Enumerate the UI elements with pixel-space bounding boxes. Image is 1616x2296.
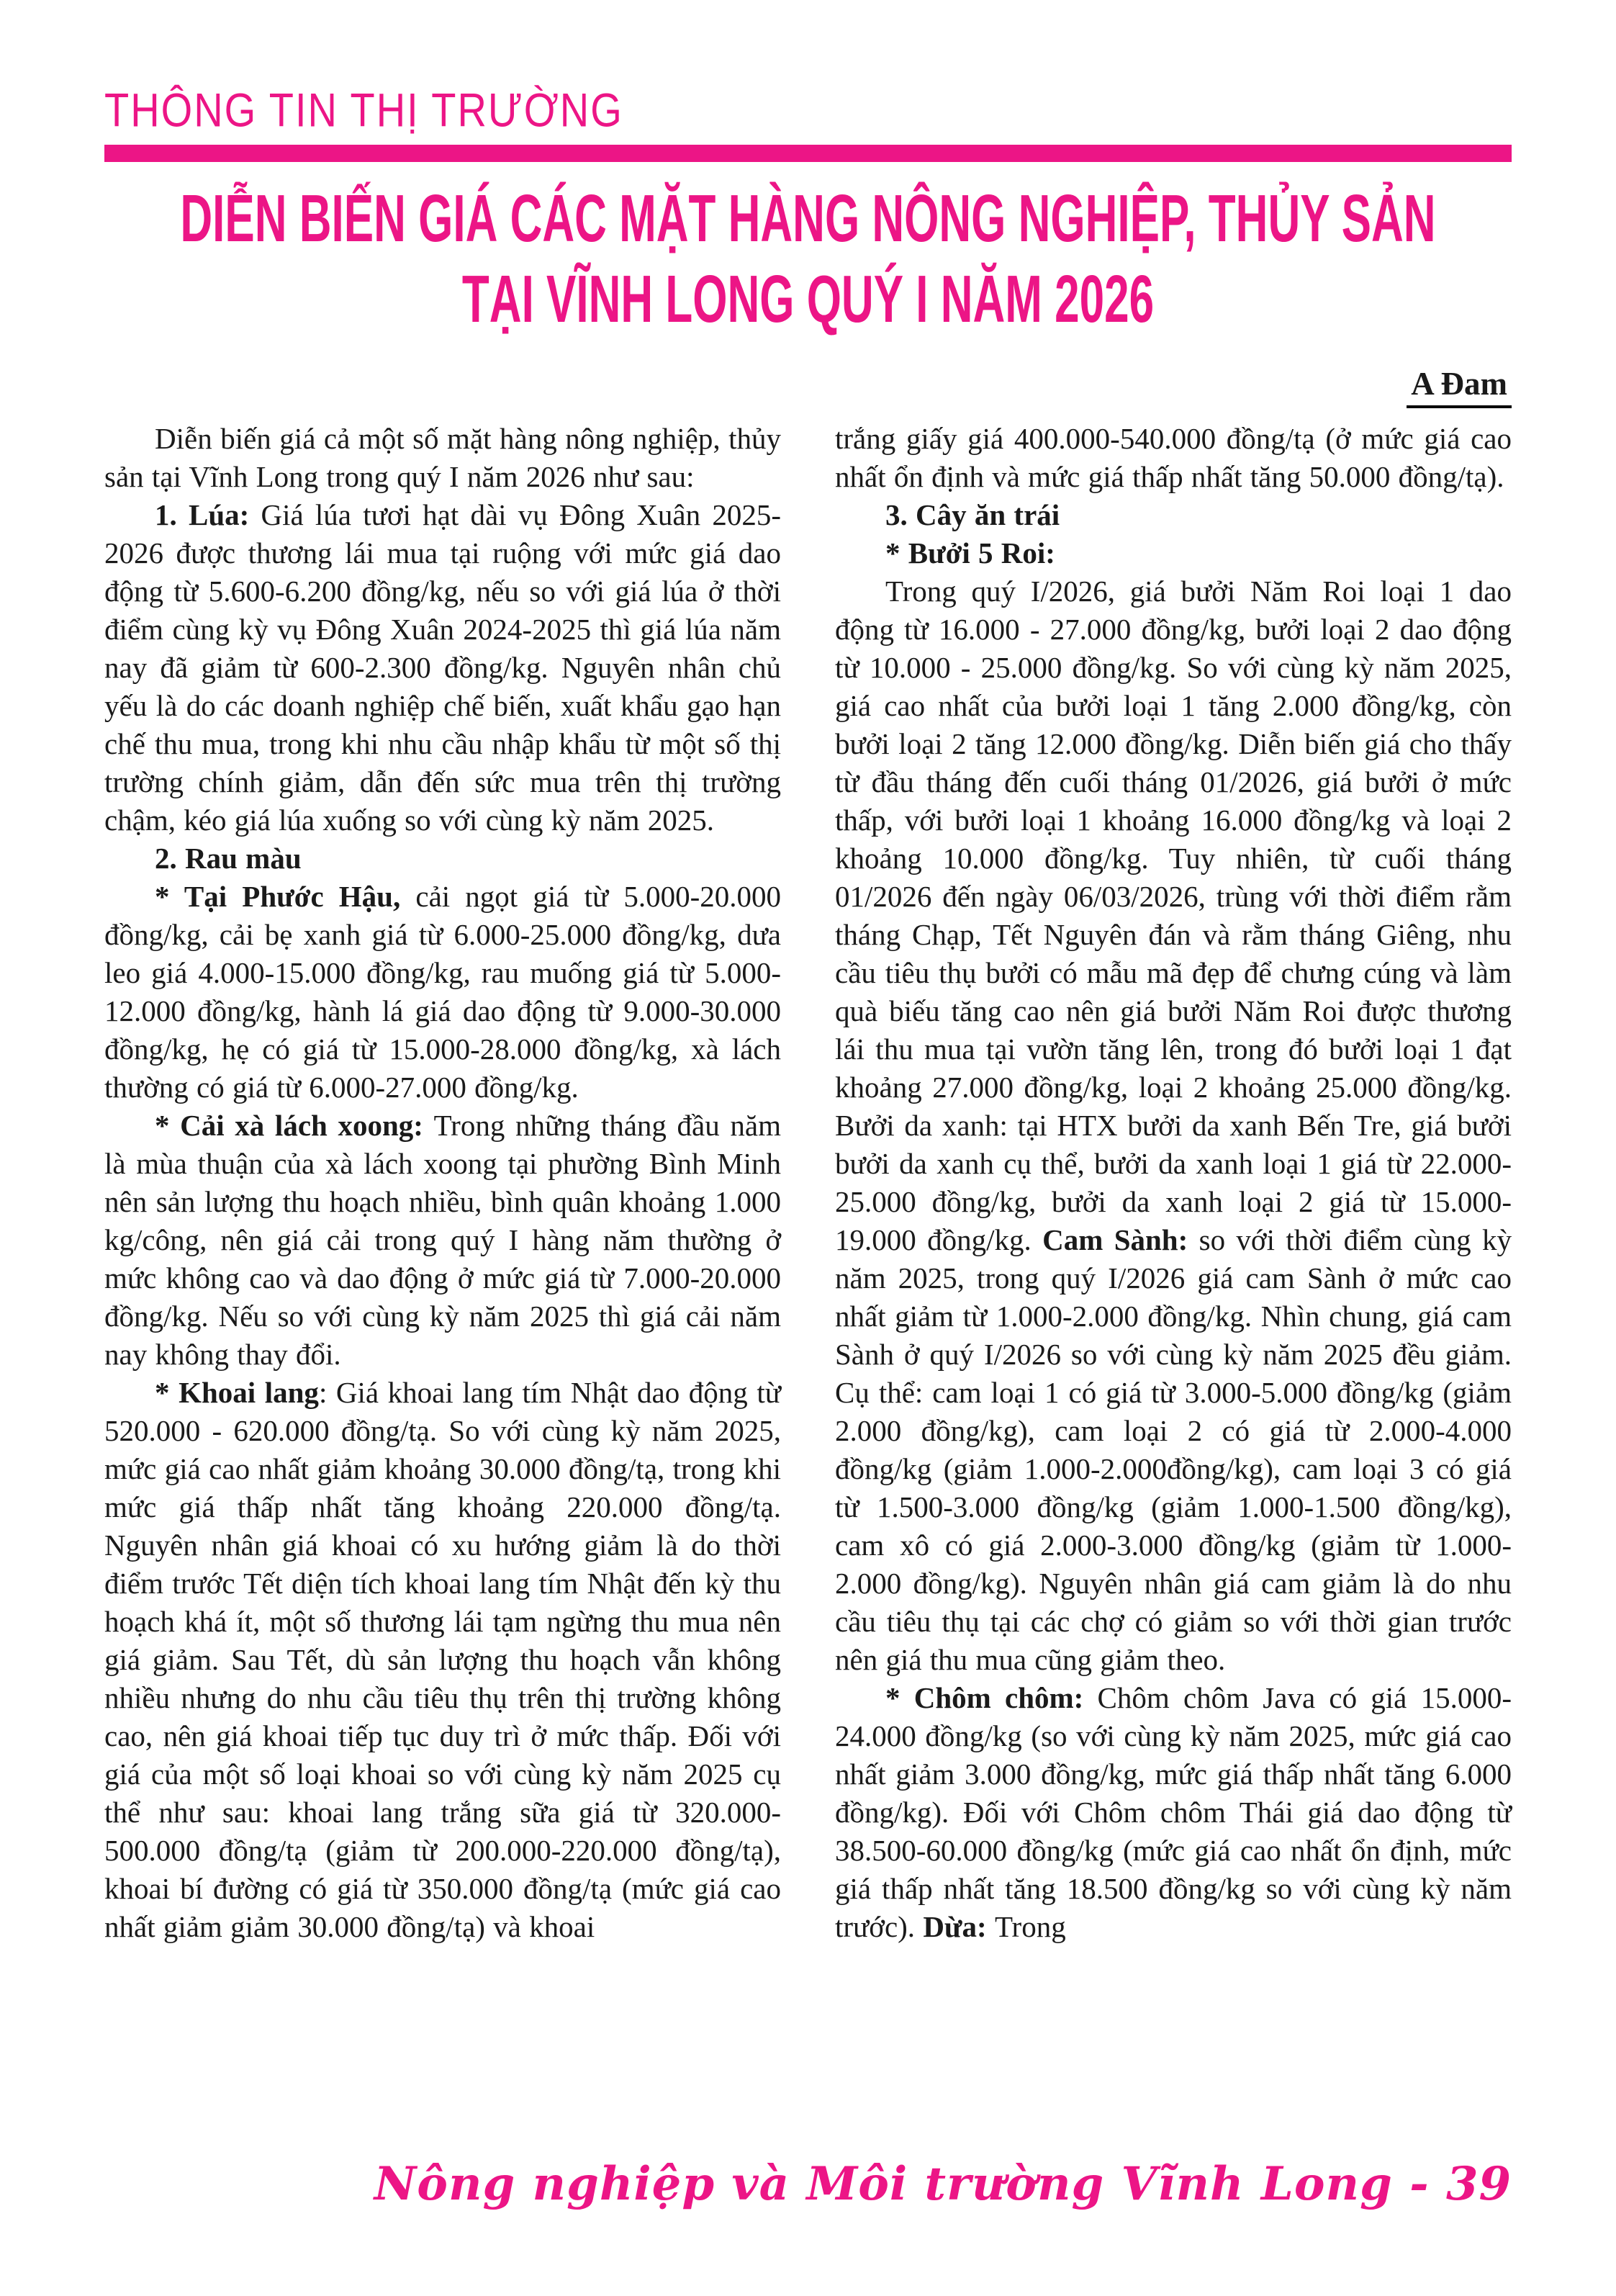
- page-footer: Nông nghiệp và Môi trường Vĩnh Long - 39: [374, 2157, 1512, 2211]
- article-heading: * Bưởi 5 Roi:: [885, 536, 1055, 570]
- article-paragraph: * Cải xà lách xoong: Trong những tháng đầu năm là mùa thuận của xà lách xoong tại phường Bình Minh nên sản lượng thu hoạch nhiều, bình quân khoảng 1.000 kg/công, nên giá cải trong quý I hàng năm thường ở mức không cao và dao động ở mức giá từ 7.000-20.000 đồng/kg. Nếu so với cùng kỳ năm 2025 thì giá cải năm nay không thay đổi.: [104, 1109, 781, 1371]
- article-body: [104, 420, 1512, 1946]
- masthead: [104, 0, 1512, 162]
- left-column: [104, 420, 781, 1946]
- article-paragraph: Diễn biến giá cả một số mặt hàng nông nghiệp, thủy sản tại Vĩnh Long trong quý I năm 2026 như sau:: [104, 422, 781, 493]
- article-heading: 3. Cây ăn trái: [885, 498, 1060, 531]
- article-paragraph: 1. Lúa: Giá lúa tươi hạt dài vụ Đông Xuân 2025-2026 được thương lái mua tại ruộng với mức giá dao động từ 5.600-6.200 đồng/kg, nếu so với giá lúa ở thời điểm cùng kỳ vụ Đông Xuân 2024-2025 thì giá lúa năm nay đã giảm từ 600-2.300 đồng/kg. Nguyên nhân chủ yếu là do các doanh nghiệp chế biến, xuất khẩu gạo hạn chế thu mua, trong khi nhu cầu nhập khẩu từ một số thị trường chính giảm, dẫn đến sức mua trên thị trường chậm, kéo giá lúa xuống so với cùng kỳ năm 2025.: [104, 498, 781, 837]
- right-column: [835, 420, 1512, 1946]
- article-paragraph: * Chôm chôm: Chôm chôm Java có giá 15.000-24.000 đồng/kg (so với cùng kỳ năm 2025, mức giá cao nhất giảm 3.000 đồng/kg, mức giá thấp nhất tăng 6.000 đồng/kg). Đối với Chôm chôm Thái giá dao động từ 38.500-60.000 đồng/kg (mức giá cao nhất ổn định, mức giá thấp nhất tăng 18.500 đồng/kg so với cùng kỳ năm trước). Dừa: Trong: [835, 1681, 1512, 1943]
- article-paragraph: * Tại Phước Hậu, cải ngọt giá từ 5.000-20.000 đồng/kg, cải bẹ xanh giá từ 6.000-25.000 đồng/kg, dưa leo giá 4.000-15.000 đồng/kg, rau muống giá từ 5.000-12.000 đồng/kg, hành lá giá dao động từ 9.000-30.000 đồng/kg, hẹ có giá từ 15.000-28.000 đồng/kg, xà lách thường có giá từ 6.000-27.000 đồng/kg.: [104, 880, 781, 1104]
- article-title: [104, 179, 1512, 341]
- article-paragraph: trắng giấy giá 400.000-540.000 đồng/tạ (ở mức giá cao nhất ổn định và mức giá thấp nhất tăng 50.000 đồng/tạ).: [835, 422, 1512, 493]
- byline-row: [104, 365, 1512, 408]
- article-paragraph: Trong quý I/2026, giá bưởi Năm Roi loại 1 dao động từ 16.000 - 27.000 đồng/kg, bưởi loại 2 dao động từ 10.000 - 25.000 đồng/kg. So với cùng kỳ năm 2025, giá cao nhất của bưởi loại 1 tăng 2.000 đồng/kg, còn bưởi loại 2 tăng 12.000 đồng/kg. Diễn biến giá cho thấy từ đầu tháng đến cuối tháng 01/2026, giá bưởi ở mức thấp, với bưởi loại 1 khoảng 16.000 đồng/kg và loại 2 khoảng 10.000 đồng/kg. Tuy nhiên, từ cuối tháng 01/2026 đến ngày 06/03/2026, trùng với thời điểm rằm tháng Chạp, Tết Nguyên đán và rằm tháng Giêng, nhu cầu tiêu thụ bưởi có mẫu mã đẹp để chưng cúng và làm quà biếu tăng cao nên giá bưởi Năm Roi được thương lái thu mua tại vườn tăng lên, trong đó bưởi loại 1 đạt khoảng 27.000 đồng/kg, loại 2 khoảng 25.000 đồng/kg. Bưởi da xanh: tại HTX bưởi da xanh Bến Tre, giá bưởi bưởi da xanh cụ thể, bưởi da xanh loại 1 giá từ 22.000-25.000 đồng/kg, bưởi da xanh loại 2 giá từ 15.000-19.000 đồng/kg. Cam Sành: so với thời điểm cùng kỳ năm 2025, trong quý I/2026 giá cam Sành ở mức cao nhất giảm từ 1.000-2.000 đồng/kg. Nhìn chung, giá cam Sành ở quý I/2026 so với cùng kỳ năm 2025 đều giảm. Cụ thể: cam loại 1 có giá từ 3.000-5.000 đồng/kg (giảm 2.000 đồng/kg), cam loại 2 có giá từ 2.000-4.000 đồng/kg (giảm 1.000-2.000đồng/kg), cam loại 3 có giá từ 1.500-3.000 đồng/kg (giảm 1.000-1.500 đồng/kg), cam xô có giá 2.000-3.000 đồng/kg (giảm từ 1.000-2.000 đồng/kg). Nguyên nhân giá cam giảm là do nhu cầu tiêu thụ tại các chợ có giảm so với thời gian trước nên giá thu mua cũng giảm theo.: [835, 575, 1512, 1676]
- article-heading: 2. Rau màu: [155, 842, 302, 875]
- article-paragraph: * Khoai lang: Giá khoai lang tím Nhật dao động từ 520.000 - 620.000 đồng/tạ. So với cùng kỳ năm 2025, mức giá cao nhất giảm khoảng 30.000 đồng/tạ, trong khi mức giá thấp nhất tăng khoảng 220.000 đồng/tạ. Nguyên nhân giá khoai có xu hướng giảm là do thời điểm trước Tết diện tích khoai lang tím Nhật đến kỳ thu hoạch khá ít, một số thương lái tạm ngừng thu mua nên giá giảm. Sau Tết, dù sản lượng thu hoạch vẫn không nhiều nhưng do nhu cầu tiêu thụ trên thị trường không cao, nên giá khoai tiếp tục duy trì ở mức thấp. Đối với giá của một số loại khoai so với cùng kỳ năm 2025 cụ thể như sau: khoai lang trắng sữa giá từ 320.000-500.000 đồng/tạ (giảm từ 200.000-220.000 đồng/tạ), khoai bí đường có giá từ 350.000 đồng/tạ (mức giá cao nhất giảm giảm 30.000 đồng/tạ) và khoai: [104, 1376, 781, 1943]
- article-title-line-2: TẠI VĨNH LONG QUÝ I NĂM 2026: [461, 262, 1155, 337]
- author-byline: A Đam: [1407, 365, 1512, 408]
- article-title-line-1: DIỄN BIẾN GIÁ CÁC MẶT HÀNG NÔNG NGHIỆP, THỦY SẢN: [180, 181, 1436, 256]
- section-label: THÔNG TIN THỊ TRƯỜNG: [104, 83, 623, 137]
